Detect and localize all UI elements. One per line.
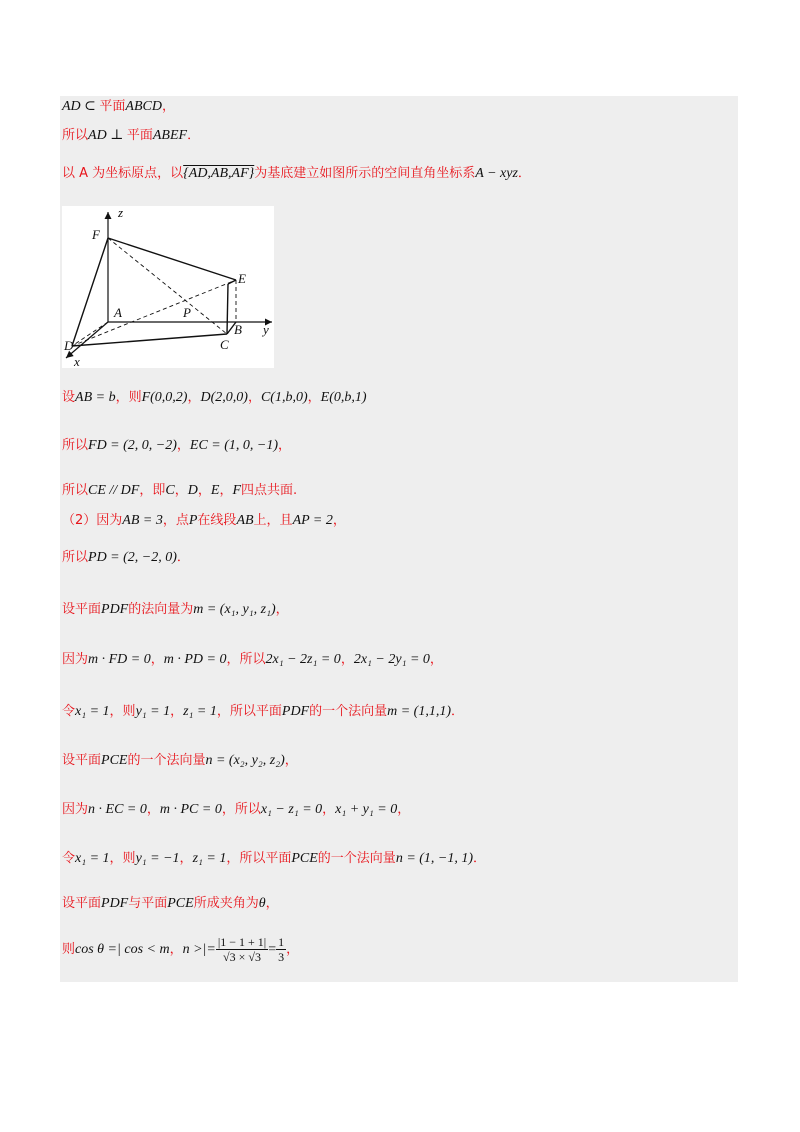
math-expr: AD [62, 99, 81, 114]
text: ， [429, 652, 443, 667]
text: （2）因为 [62, 513, 123, 528]
text: 的一个法向量 [127, 753, 206, 768]
fraction [216, 935, 268, 964]
text: ， [169, 942, 183, 957]
text: ， [179, 851, 193, 866]
math-expr: θ [258, 896, 266, 911]
text: 的法向量为 [128, 602, 194, 617]
text: 令 [62, 851, 76, 866]
text: 设平面 [62, 602, 102, 617]
fraction-numerator: |1 − 1 + 1| [217, 935, 267, 949]
solution-line [62, 481, 297, 501]
text: ，则 [115, 390, 142, 405]
math-expr: AD [88, 128, 107, 143]
math-expr: cos θ =| cos < m [75, 942, 170, 957]
math-expr: m · PC = 0 [159, 802, 222, 817]
text: 设平面 [62, 896, 102, 911]
math-expr: ⊥ [106, 128, 127, 143]
math-expr: n = (x₂, y₂, z₂) [205, 753, 285, 768]
text: ，则 [109, 704, 136, 719]
math-expr: {AD,AB,AF} [183, 166, 255, 181]
text: 所以 [62, 128, 89, 143]
math-expr: C(1,b,0) [260, 390, 308, 405]
solution-line [62, 388, 367, 408]
math-expr: ABEF [152, 128, 188, 143]
text: 平面 [126, 128, 153, 143]
text: ，则 [109, 851, 136, 866]
label-P: P [183, 305, 191, 320]
math-expr: PCE [101, 753, 128, 768]
text: ， [332, 513, 346, 528]
text: ． [473, 851, 487, 866]
text: 平面 [99, 99, 126, 114]
text: ，即 [139, 483, 166, 498]
text: ． [187, 128, 201, 143]
math-expr: m = (1,1,1) [387, 704, 452, 719]
math-expr: E(0,b,1) [320, 390, 367, 405]
math-expr: m · PD = 0 [163, 652, 227, 667]
text: ， [219, 483, 233, 498]
edge-CE [227, 284, 228, 334]
text: ， [397, 802, 411, 817]
text: 令 [62, 704, 76, 719]
solution-line [62, 932, 299, 968]
fraction-denominator: √3 × √3 [223, 950, 261, 964]
text: 因为 [62, 802, 89, 817]
math-expr: n = (1, −1, 1) [395, 851, 474, 866]
text: 设平面 [62, 753, 102, 768]
text: ， [286, 942, 300, 957]
text: ， [150, 652, 164, 667]
label-F: F [92, 227, 100, 242]
math-expr: 2x₁ − 2z₁ = 0 [265, 652, 341, 667]
math-expr: EC = (1, 0, −1) [189, 438, 279, 453]
text: 与平面 [128, 896, 168, 911]
text: ， [278, 438, 292, 453]
math-expr: x₁ + y₁ = 0 [335, 802, 398, 817]
fraction-numerator: 1 [278, 935, 285, 949]
text: 设 [62, 390, 76, 405]
label-x: x [74, 354, 80, 368]
text: ， [176, 438, 190, 453]
text: 在线段 [197, 513, 237, 528]
text: 所以 [62, 483, 89, 498]
math-expr: F(0,0,2) [141, 390, 188, 405]
math-expr: E [210, 483, 220, 498]
edge-FE [108, 238, 236, 280]
text: 以 A 为坐标原点，以 [62, 166, 184, 181]
math-expr: x₁ = 1 [75, 851, 110, 866]
solution-line [62, 650, 443, 670]
math-expr: = [268, 942, 277, 957]
math-expr: 2x₁ − 2y₁ = 0 [353, 652, 430, 667]
text: ， [170, 704, 184, 719]
text: ，所以 [221, 802, 261, 817]
math-expr: ABCD [125, 99, 162, 114]
edge-FD [72, 238, 108, 346]
coordinate-figure [62, 206, 274, 368]
math-expr: PCE [167, 896, 194, 911]
text: 的一个法向量 [317, 851, 396, 866]
text: ， [275, 602, 289, 617]
text: ， [197, 483, 211, 498]
math-expr: PDF [101, 602, 129, 617]
text: ， [187, 390, 201, 405]
text: ， [247, 390, 261, 405]
text: 为基底建立如图所示的空间直角坐标系 [254, 166, 476, 181]
label-C: C [220, 337, 229, 352]
math-expr: n · EC = 0 [88, 802, 147, 817]
math-expr: z₁ = 1 [192, 851, 227, 866]
text: 所成夹角为 [193, 896, 259, 911]
text: ， [340, 652, 354, 667]
solution-line [62, 800, 410, 820]
math-expr: FD = (2, 0, −2) [88, 438, 177, 453]
text: ，所以 [226, 652, 266, 667]
solution-line [62, 436, 291, 456]
math-expr: PDF [101, 896, 129, 911]
math-expr: CE // DF [88, 483, 140, 498]
edge-DE [72, 280, 236, 346]
math-expr: x₁ − z₁ = 0 [260, 802, 323, 817]
solution-line [62, 600, 289, 620]
edge-E [228, 280, 236, 284]
math-expr: AB [236, 513, 254, 528]
math-expr: AB = b [75, 390, 116, 405]
math-expr: AP = 2 [292, 513, 333, 528]
text: 四点共面. [241, 483, 298, 498]
text: ， [146, 802, 160, 817]
text: 所以 [62, 550, 89, 565]
math-expr: y₁ = −1 [135, 851, 180, 866]
solution-line [62, 97, 175, 117]
text: ， [174, 483, 188, 498]
math-expr: z₁ = 1 [183, 704, 217, 719]
math-expr: PD = (2, −2, 0) [88, 550, 177, 565]
math-expr: A − xyz [475, 166, 518, 181]
solution-line [62, 849, 486, 869]
math-expr: m = (x₁, y₁, z₁) [193, 602, 276, 617]
text: 所以 [62, 438, 89, 453]
text: ． [517, 166, 531, 181]
math-expr: x₁ = 1 [75, 704, 110, 719]
text: ，所以平面 [216, 704, 282, 719]
text: ． [176, 550, 190, 565]
edge-FC [108, 238, 227, 334]
label-z: z [118, 206, 124, 220]
text: ， [161, 99, 175, 114]
text: ， [307, 390, 321, 405]
solution-line [62, 511, 346, 531]
label-B: B [234, 322, 242, 337]
text: 上，且 [253, 513, 293, 528]
math-expr: n >|= [182, 942, 216, 957]
label-E: E [238, 271, 246, 286]
solution-line [62, 894, 279, 914]
label-D: D [64, 338, 74, 353]
edge-DC [72, 334, 227, 346]
math-expr: y₁ = 1 [135, 704, 171, 719]
solution-line [62, 126, 200, 146]
math-expr: PCE [291, 851, 318, 866]
solution-line [62, 548, 190, 568]
fraction [276, 935, 286, 964]
math-expr: P [188, 513, 198, 528]
math-expr: D(2,0,0) [200, 390, 248, 405]
figure-svg [62, 206, 274, 368]
math-expr: D [187, 483, 198, 498]
math-expr: PDF [281, 704, 310, 719]
label-y: y [263, 322, 269, 337]
text: ，所以平面 [226, 851, 292, 866]
math-expr: C [165, 483, 175, 498]
text: ，点 [162, 513, 189, 528]
text: ， [322, 802, 336, 817]
label-A: A [114, 305, 122, 320]
edge-AD [72, 322, 108, 346]
math-expr: m · FD = 0 [88, 652, 151, 667]
math-expr: ⊂ [80, 99, 100, 114]
text: 则 [62, 942, 76, 957]
text: 的一个法向量 [309, 704, 388, 719]
fraction-denominator: 3 [278, 950, 285, 964]
solution-line [62, 164, 531, 184]
solution-line [62, 702, 464, 722]
text: 因为 [62, 652, 89, 667]
text: ． [451, 704, 465, 719]
math-expr: AB = 3 [122, 513, 163, 528]
math-expr: F [232, 483, 242, 498]
text: ， [265, 896, 279, 911]
solution-line [62, 751, 298, 771]
text: ， [284, 753, 298, 768]
